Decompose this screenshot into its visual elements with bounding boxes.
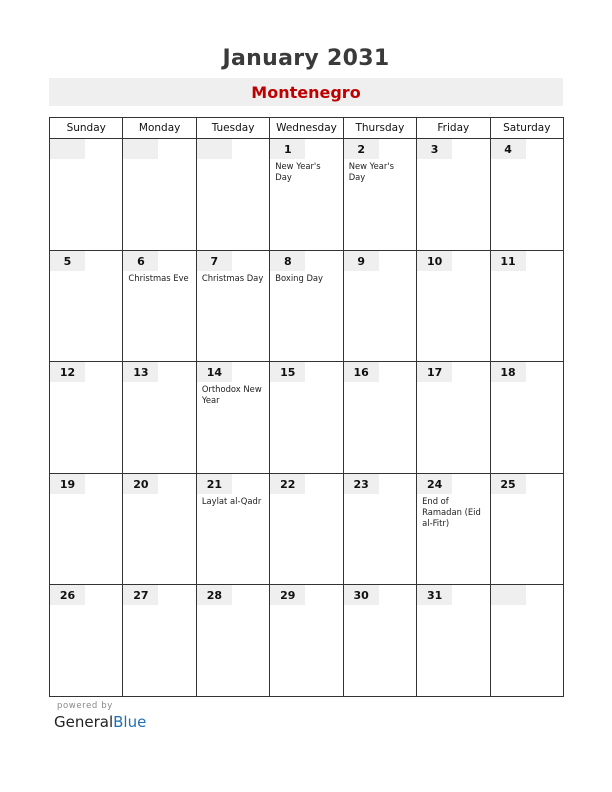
day-cell xyxy=(196,250,269,362)
day-cell xyxy=(196,362,269,474)
day-number: 6 xyxy=(123,251,158,271)
holiday-label xyxy=(50,271,122,273)
holiday-label: Christmas Eve xyxy=(128,272,189,283)
brand-logo[interactable] xyxy=(54,713,146,731)
holiday-label xyxy=(491,494,563,496)
country-name: Montenegro xyxy=(49,78,563,106)
day-cell xyxy=(417,585,490,697)
day-cell xyxy=(123,473,196,585)
holiday-label xyxy=(50,382,122,384)
day-number: 11 xyxy=(491,251,526,271)
week-row xyxy=(50,362,564,474)
day-number: 29 xyxy=(270,585,305,605)
day-cell xyxy=(490,139,563,251)
day-cell xyxy=(343,139,416,251)
day-number: 4 xyxy=(491,139,526,159)
powered-by-text: powered by xyxy=(57,701,113,711)
week-row xyxy=(50,250,564,362)
day-cell xyxy=(50,473,123,585)
day-number: 31 xyxy=(417,585,452,605)
day-cell xyxy=(196,473,269,585)
day-cell xyxy=(490,362,563,474)
holiday-label xyxy=(50,159,122,161)
weekday-saturday: Saturday xyxy=(490,118,563,139)
weekday-sunday: Sunday xyxy=(50,118,123,139)
day-cell xyxy=(123,585,196,697)
weekday-monday: Monday xyxy=(123,118,196,139)
holiday-label xyxy=(123,494,195,496)
holiday-label xyxy=(123,605,195,607)
day-cell xyxy=(270,585,343,697)
holiday-label xyxy=(491,605,563,607)
day-number: 23 xyxy=(344,474,379,494)
day-cell xyxy=(50,362,123,474)
day-cell xyxy=(343,585,416,697)
day-cell xyxy=(343,362,416,474)
day-number: 8 xyxy=(270,251,305,271)
holiday-label xyxy=(197,605,269,607)
holiday-label: New Year's Day xyxy=(275,161,321,182)
day-number: 28 xyxy=(197,585,232,605)
day-number xyxy=(197,139,232,159)
day-number xyxy=(491,585,526,605)
holiday-label xyxy=(417,382,489,384)
holiday-label xyxy=(123,382,195,384)
day-cell xyxy=(417,139,490,251)
day-cell xyxy=(123,362,196,474)
day-number: 19 xyxy=(50,474,85,494)
day-number: 20 xyxy=(123,474,158,494)
weekday-tuesday: Tuesday xyxy=(196,118,269,139)
day-cell xyxy=(196,585,269,697)
calendar-grid xyxy=(49,117,564,697)
day-cell xyxy=(196,139,269,251)
holiday-label xyxy=(344,605,416,607)
day-number: 27 xyxy=(123,585,158,605)
holiday-label: Orthodox New Year xyxy=(201,384,262,406)
day-cell xyxy=(270,362,343,474)
brand-general: General xyxy=(54,713,114,731)
week-row xyxy=(50,473,564,585)
day-number: 24 xyxy=(417,474,452,494)
day-cell xyxy=(270,473,343,585)
weekday-wednesday: Wednesday xyxy=(270,118,343,139)
day-cell xyxy=(417,362,490,474)
day-cell xyxy=(343,473,416,585)
day-number: 13 xyxy=(123,362,158,382)
holiday-label xyxy=(417,605,489,607)
holiday-label xyxy=(270,605,342,607)
holiday-label xyxy=(344,271,416,273)
week-row xyxy=(50,585,564,697)
day-number: 2 xyxy=(344,139,379,159)
holiday-label xyxy=(123,159,195,161)
day-cell xyxy=(417,473,490,585)
holiday-label xyxy=(270,494,342,496)
holiday-label xyxy=(417,159,489,161)
day-number: 9 xyxy=(344,251,379,271)
day-cell xyxy=(50,250,123,362)
weekday-thursday: Thursday xyxy=(343,118,416,139)
holiday-label: Christmas Day xyxy=(201,272,264,283)
day-number: 18 xyxy=(491,362,526,382)
day-cell xyxy=(123,250,196,362)
day-number: 14 xyxy=(197,362,232,382)
day-number: 26 xyxy=(50,585,85,605)
day-number: 15 xyxy=(270,362,305,382)
holiday-label xyxy=(270,382,342,384)
holiday-label xyxy=(491,159,563,161)
holiday-label xyxy=(50,605,122,607)
day-number: 25 xyxy=(491,474,526,494)
holiday-label: End of Ramadan (Eid al-Fitr) xyxy=(422,495,481,528)
day-number: 12 xyxy=(50,362,85,382)
day-number: 10 xyxy=(417,251,452,271)
holiday-label xyxy=(50,494,122,496)
brand-blue: Blue xyxy=(113,713,147,731)
holiday-label: Laylat al-Qadr xyxy=(201,495,262,506)
week-row xyxy=(50,139,564,251)
holiday-label xyxy=(197,159,269,161)
day-number xyxy=(123,139,158,159)
day-cell xyxy=(50,139,123,251)
day-cell xyxy=(270,139,343,251)
weekday-header-row xyxy=(50,118,564,139)
calendar-title: January 2031 xyxy=(222,46,390,71)
day-number: 16 xyxy=(344,362,379,382)
day-cell xyxy=(490,473,563,585)
holiday-label xyxy=(491,382,563,384)
weekday-friday: Friday xyxy=(417,118,490,139)
day-cell xyxy=(490,250,563,362)
day-number: 30 xyxy=(344,585,379,605)
day-number xyxy=(50,139,85,159)
day-cell xyxy=(417,250,490,362)
holiday-label: Boxing Day xyxy=(275,272,323,283)
day-number: 21 xyxy=(197,474,232,494)
day-number: 7 xyxy=(197,251,232,271)
holiday-label xyxy=(344,382,416,384)
holiday-label: New Year's Day xyxy=(348,161,395,182)
day-number: 17 xyxy=(417,362,452,382)
day-cell xyxy=(270,250,343,362)
day-number: 3 xyxy=(417,139,452,159)
day-cell xyxy=(490,585,563,697)
day-cell xyxy=(343,250,416,362)
day-cell xyxy=(50,585,123,697)
day-number: 5 xyxy=(50,251,85,271)
holiday-label xyxy=(344,494,416,496)
day-number: 22 xyxy=(270,474,305,494)
day-cell xyxy=(123,139,196,251)
day-number: 1 xyxy=(270,139,305,159)
